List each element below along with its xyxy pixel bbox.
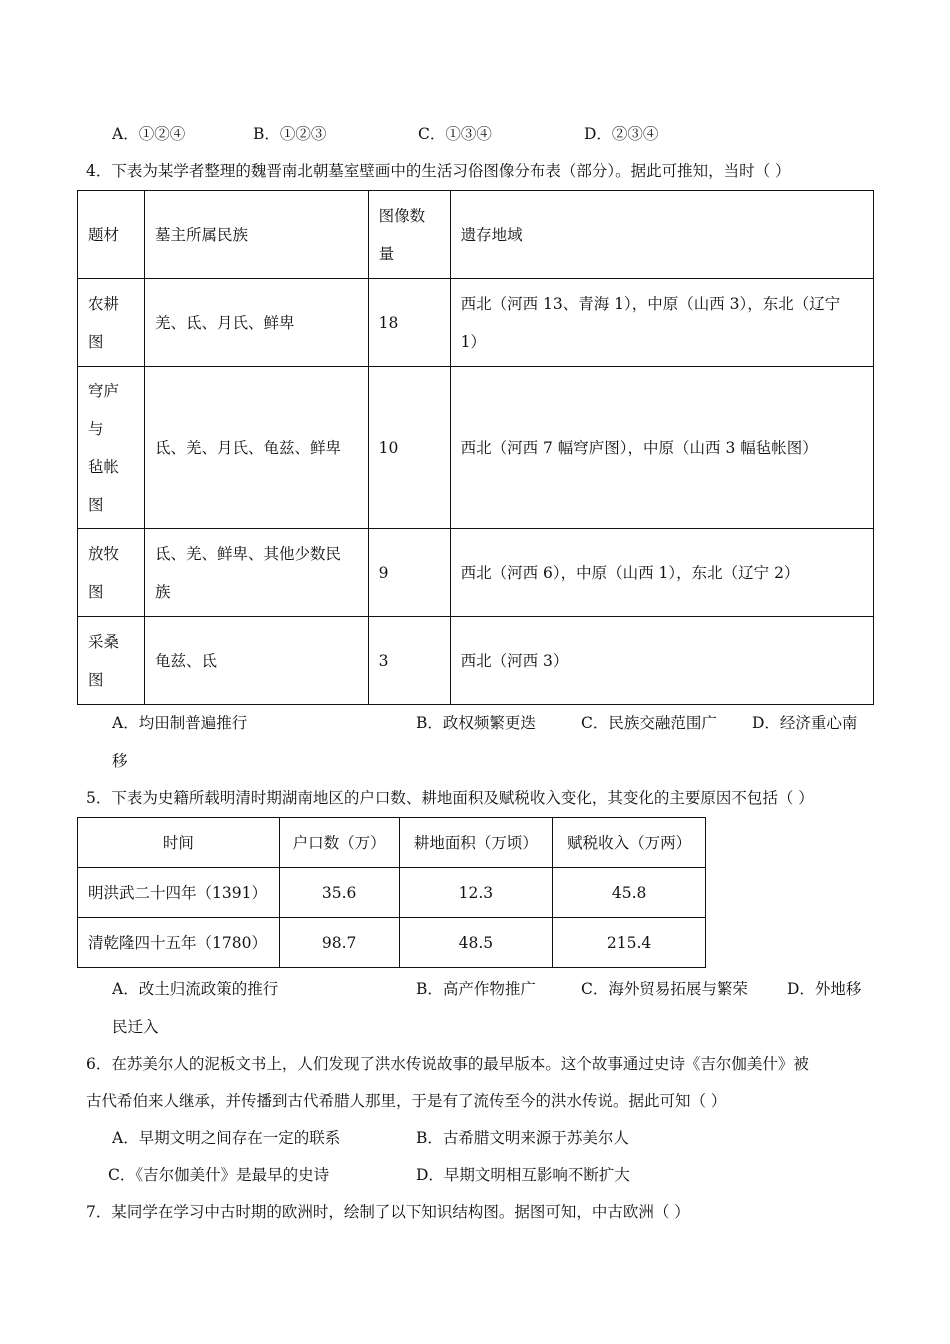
q3-option-b[interactable]: B．①②③ [253, 125, 327, 143]
table-header-row [78, 818, 706, 868]
header-theme: 题材 [78, 191, 145, 279]
q5-table [77, 817, 706, 968]
q4-table [77, 190, 874, 705]
q4-stem: 4．下表为某学者整理的魏晋南北朝墓室壁画中的生活习俗图像分布表（部分）。据此可推知，当时（ ） [86, 162, 791, 180]
q5-option-d[interactable]: D．外地移 [787, 980, 862, 998]
q4-option-a[interactable]: A．均田制普遍推行 [112, 714, 248, 732]
table-row [78, 279, 874, 367]
cell-households: 98.7 [279, 918, 399, 968]
cell-theme: 采桑 图 [78, 617, 145, 705]
table-row [78, 617, 874, 705]
header-tax: 赋税收入（万两） [553, 818, 706, 868]
q6-stem-line1: 6．在苏美尔人的泥板文书上，人们发现了洪水传说故事的最早版本。这个故事通过史诗《吉尔伽美什》被 [86, 1055, 809, 1073]
cell-farmland: 12.3 [399, 868, 553, 918]
q5-option-d-cont: 民迁入 [112, 1018, 159, 1036]
cell-region: 西北（河西 13、青海 1），中原（山西 3），东北（辽宁 1） [450, 279, 873, 367]
cell-ethnic: 氐、羌、鲜卑、其他少数民 族 [144, 529, 368, 617]
q4-option-c[interactable]: C．民族交融范围广 [581, 714, 717, 732]
q3-option-c[interactable]: C．①③④ [418, 125, 492, 143]
header-households: 户口数（万） [279, 818, 399, 868]
cell-time: 清乾隆四十五年（1780） [78, 918, 280, 968]
q6-option-d[interactable]: D．早期文明相互影响不断扩大 [416, 1166, 630, 1184]
cell-count: 10 [368, 367, 450, 529]
q4-option-d[interactable]: D．经济重心南 [752, 714, 858, 732]
table-row [78, 367, 874, 529]
cell-count: 18 [368, 279, 450, 367]
table-row [78, 529, 874, 617]
cell-ethnic: 龟兹、氐 [144, 617, 368, 705]
q4-option-d-cont: 移 [112, 752, 128, 770]
header-ethnic: 墓主所属民族 [144, 191, 368, 279]
cell-time: 明洪武二十四年（1391） [78, 868, 280, 918]
cell-farmland: 48.5 [399, 918, 553, 968]
cell-tax: 45.8 [553, 868, 706, 918]
q7-stem: 7．某同学在学习中古时期的欧洲时，绘制了以下知识结构图。据图可知，中古欧洲（ ） [86, 1203, 690, 1221]
table-row [78, 918, 706, 968]
q4-option-b[interactable]: B．政权频繁更迭 [416, 714, 536, 732]
q6-option-a[interactable]: A．早期文明之间存在一定的联系 [112, 1129, 341, 1147]
cell-region: 西北（河西 7 幅穹庐图），中原（山西 3 幅毡帐图） [450, 367, 873, 529]
cell-region: 西北（河西 6），中原（山西 1），东北（辽宁 2） [450, 529, 873, 617]
q3-option-a[interactable]: A．①②④ [112, 125, 186, 143]
cell-tax: 215.4 [553, 918, 706, 968]
cell-region: 西北（河西 3） [450, 617, 873, 705]
q5-option-b[interactable]: B．高产作物推广 [416, 980, 536, 998]
table-header-row [78, 191, 874, 279]
q6-option-c[interactable]: C．《吉尔伽美什》是最早的史诗 [108, 1166, 330, 1184]
cell-households: 35.6 [279, 868, 399, 918]
q5-stem: 5．下表为史籍所载明清时期湖南地区的户口数、耕地面积及赋税收入变化，其变化的主要原因不包括（ ） [86, 789, 814, 807]
cell-count: 3 [368, 617, 450, 705]
header-count: 图像数 量 [368, 191, 450, 279]
cell-ethnic: 氐、羌、月氏、龟兹、鲜卑 [144, 367, 368, 529]
cell-theme: 农耕 图 [78, 279, 145, 367]
q6-option-b[interactable]: B．古希腊文明来源于苏美尔人 [416, 1129, 629, 1147]
cell-ethnic: 羌、氐、月氏、鲜卑 [144, 279, 368, 367]
table-row [78, 868, 706, 918]
cell-theme: 穹庐 与 毡帐 图 [78, 367, 145, 529]
q5-option-a[interactable]: A．改土归流政策的推行 [112, 980, 279, 998]
cell-count: 9 [368, 529, 450, 617]
q6-stem-line2: 古代希伯来人继承，并传播到古代希腊人那里，于是有了流传至今的洪水传说。据此可知（ ） [86, 1092, 727, 1110]
q5-option-c[interactable]: C．海外贸易拓展与繁荣 [581, 980, 748, 998]
header-farmland: 耕地面积（万顷） [399, 818, 553, 868]
header-region: 遗存地域 [450, 191, 873, 279]
q3-option-d[interactable]: D．②③④ [584, 125, 659, 143]
cell-theme: 放牧 图 [78, 529, 145, 617]
header-time: 时间 [78, 818, 280, 868]
